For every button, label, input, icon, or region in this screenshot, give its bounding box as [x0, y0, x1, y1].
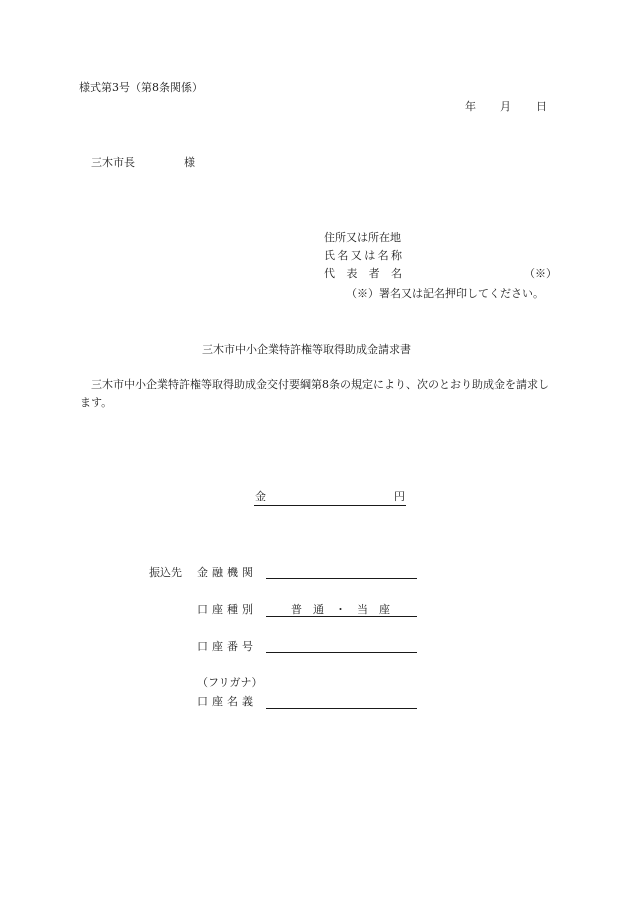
representative-label: [324, 267, 402, 281]
account-name-label: [197, 695, 253, 709]
amount-unit: 円: [394, 490, 405, 503]
signature-note: （※）署名又は記名押印してください。: [346, 287, 544, 300]
address-label: 住所又は所在地: [324, 231, 401, 244]
institution-field-line[interactable]: [266, 578, 417, 579]
body-text: 三木市中小企業特許権等取得助成金交付要綱第8条の規定により、次のとおり助成金を請求します。: [80, 378, 549, 409]
account-type-options[interactable]: 普 通 ・ 当 座: [291, 603, 390, 616]
transfer-label: 振込先: [149, 566, 182, 579]
account-type-field-line: [266, 616, 417, 617]
institution-label-text: 金融機関: [197, 566, 253, 579]
date-month-label: 月: [500, 100, 511, 113]
document-title: 三木市中小企業特許権等取得助成金請求書: [202, 343, 411, 356]
account-number-field-line[interactable]: [266, 652, 417, 653]
account-name-label-text: 口座名義: [197, 695, 253, 708]
date-day-label: 日: [536, 100, 547, 113]
seal-mark: （※）: [524, 267, 557, 280]
addressee-name: 三木市長: [91, 156, 135, 169]
institution-label: [197, 566, 253, 580]
name-label-text: 氏名又は名称: [324, 249, 402, 262]
name-label: [324, 249, 402, 263]
amount-prefix: 金: [255, 490, 266, 503]
account-type-label: [197, 603, 253, 617]
furigana-label: （フリガナ）: [197, 676, 263, 689]
account-number-label-text: 口座番号: [197, 640, 253, 653]
form-number: 様式第3号（第8条関係）: [79, 81, 203, 94]
account-number-label: [197, 640, 253, 654]
representative-label-text: 代表者名: [324, 267, 402, 280]
amount-underline: [254, 505, 406, 506]
account-name-field-line[interactable]: [266, 708, 417, 709]
addressee-honorific: 様: [184, 156, 195, 169]
date-year-label: 年: [465, 100, 476, 113]
account-type-label-text: 口座種別: [197, 603, 253, 616]
